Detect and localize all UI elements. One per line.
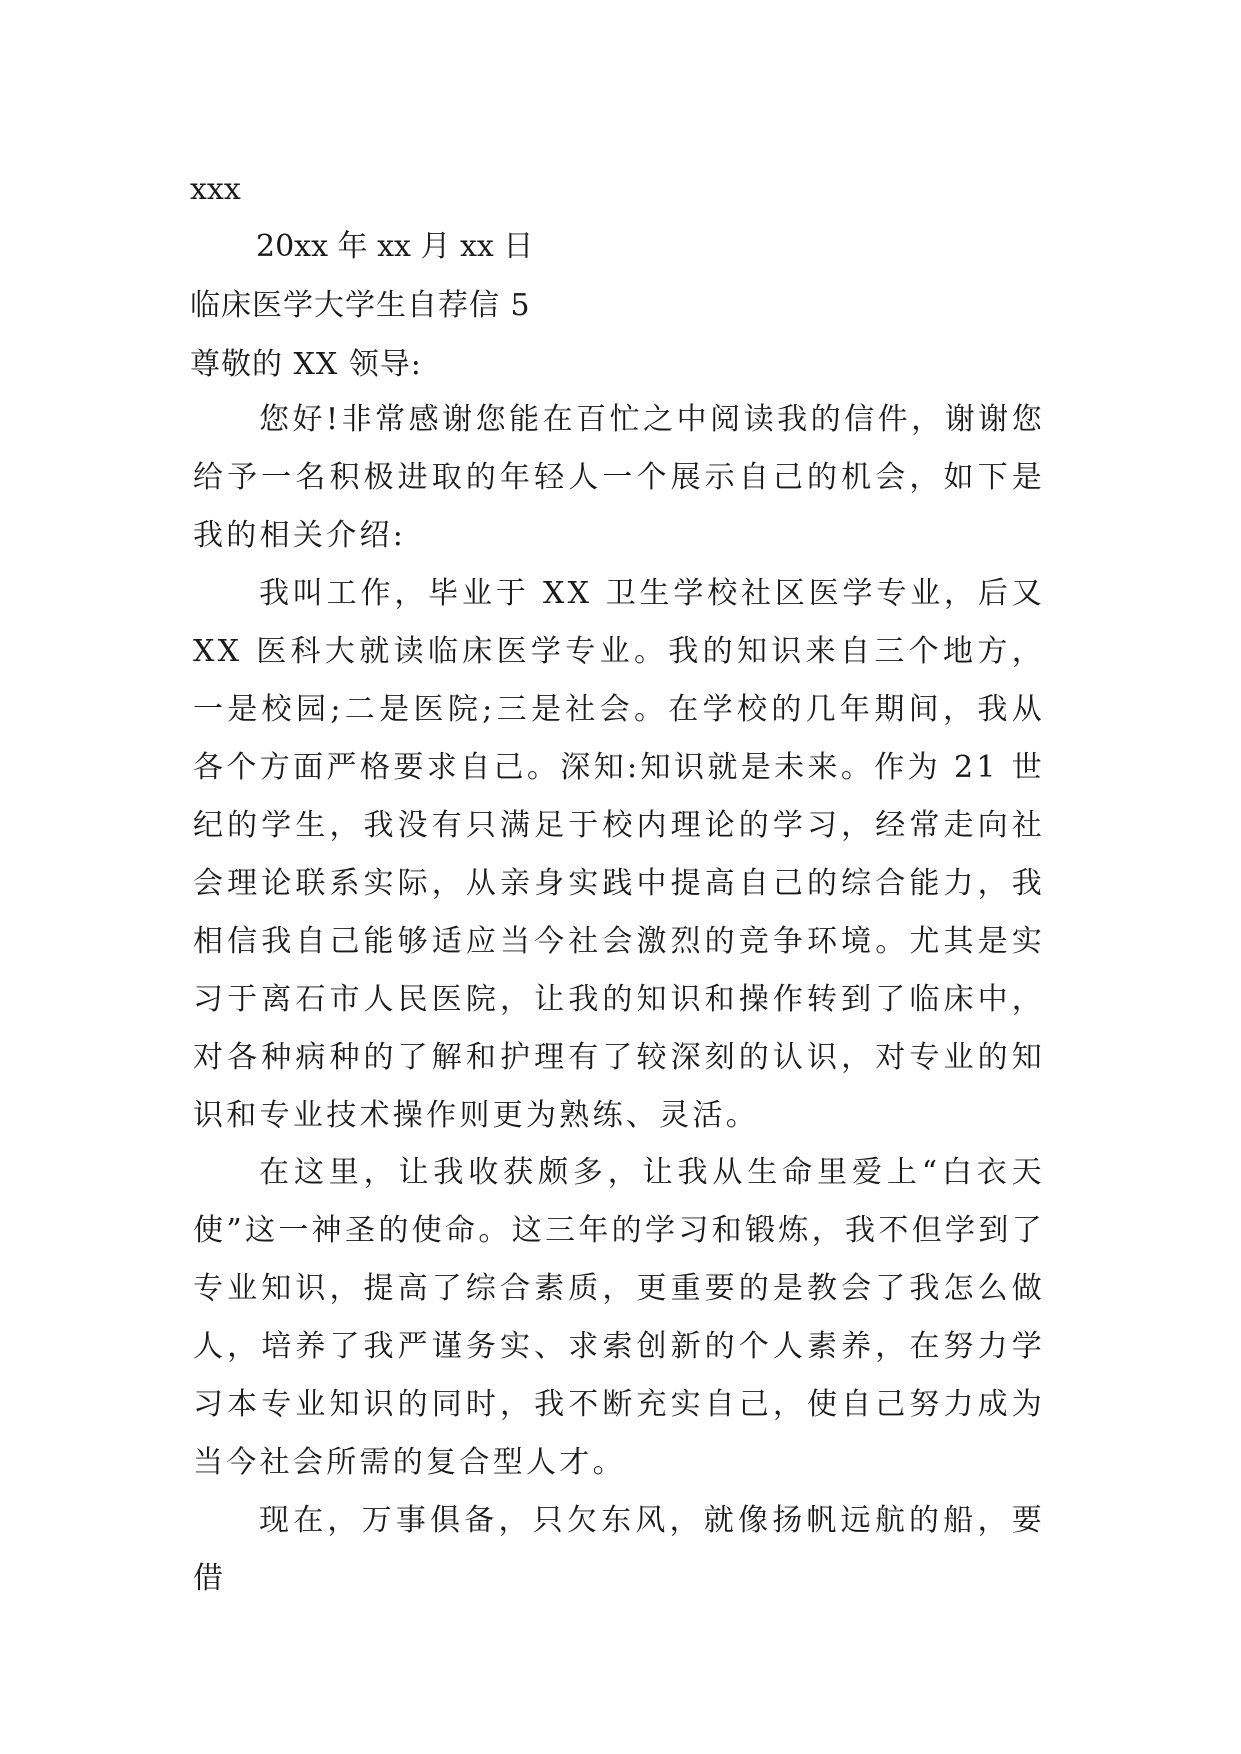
paragraph-growth: 在这里，让我收获颇多，让我从生命里爱上“白衣天使”这一神圣的使命。这三年的学习和锻炼，我不但学到了专业知识，提高了综合素质，更重要的是教会了我怎么做人，培养了我严谨务实、求索创新的个人素养，在努力学习本专业知识的同时，我不断充实自己，使自己努力成为当今社会所需的复合型人才。	[193, 1155, 1045, 1480]
letter-date: 20xx 年 xx 月 xx 日	[256, 229, 534, 264]
letter-title: 临床医学大学生自荐信 5	[190, 288, 531, 323]
paragraph-closing-partial: 现在，万事俱备，只欠东风，就像扬帆远航的船，要借	[193, 1503, 1045, 1596]
signature-name: xxx	[190, 172, 241, 207]
paragraph-greeting: 您好!非常感谢您能在百忙之中阅读我的信件，谢谢您给予一名积极进取的年轻人一个展示自己的机会，如下是我的相关介绍:	[193, 402, 1045, 553]
letter-salutation: 尊敬的 XX 领导:	[190, 347, 422, 382]
paragraph-introduction: 我叫工作，毕业于 XX 卫生学校社区医学专业，后又 XX 医科大就读临床医学专业。我的知识来自三个地方，一是校园;二是医院;三是社会。在学校的几年期间，我从各个方面严格要求自己。深知:知识就是未来。作为 21 世纪的学生，我没有只满足于校内理论的学习，经常走向社会理论联系实际，从亲身实践中提高自己的综合能力，我相信我自己能够适应当今社会激烈的竞争环境。尤其是实习于离石市人民医院，让我的知识和操作转到了临床中，对各种病种的了解和护理有了较深刻的认识，对专业的知识和专业技术操作则更为熟练、灵活。	[193, 576, 1045, 1133]
